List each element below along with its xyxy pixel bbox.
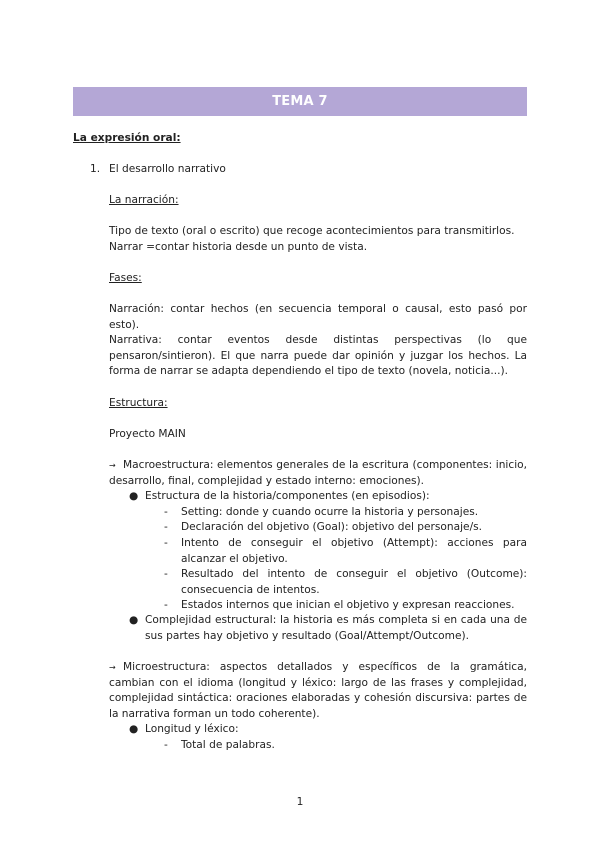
estructura-heading: Estructura: [109, 397, 168, 409]
fases-paragraph-2: Narrativa: contar eventos desde distintas perspectivas (lo que pensaron/sintieron). El que narra puede dar opinión y juzgar los hechos. La forma de narrar se adapta dependiendo el tipo de texto (novela, noticia...). [109, 334, 527, 377]
fases-heading: Fases: [109, 272, 142, 284]
sub-item: Resultado del intento de conseguir el objetivo (Outcome): consecuencia de intentos. [181, 568, 527, 596]
arrow-icon: → [109, 461, 116, 470]
list-number: 1. [90, 163, 101, 175]
dash-icon: - [164, 599, 168, 611]
dash-icon: - [164, 506, 168, 518]
sub-item: Intento de conseguir el objetivo (Attempt): acciones para alcanzar el objetivo. [181, 537, 527, 565]
arrow-icon: → [109, 663, 116, 672]
micro-paragraph: Microestructura: aspectos detallados y específicos de la gramática, cambian con el idioma (longitud y léxico: largo de las frases y complejidad, complejidad sintáctica: oraciones elaboradas y cohesión discursiva: partes de la narrativa forman un todo coherente). [109, 661, 527, 720]
micro-bullet-1: Longitud y léxico: [145, 723, 239, 735]
sub-item: Declaración del objetivo (Goal): objetivo del personaje/s. [181, 521, 483, 533]
bullet-icon: ● [129, 490, 139, 502]
sub-item: Setting: donde y cuando ocurre la historia y personajes. [181, 506, 479, 518]
bullet-icon: ● [129, 614, 139, 626]
narracion-heading: La narración: [109, 194, 179, 206]
dash-icon: - [164, 739, 168, 751]
sub-item: Estados internos que inician el objetivo y expresan reacciones. [181, 599, 515, 611]
section-heading: La expresión oral: [73, 132, 181, 144]
dash-icon: - [164, 521, 168, 533]
macro-bullet-1: Estructura de la historia/componentes (en episodios): [145, 490, 430, 502]
fases-paragraph-1: Narración: contar hechos (en secuencia temporal o causal, esto pasó por esto). [109, 303, 527, 331]
dash-icon: - [164, 537, 168, 549]
macro-paragraph: Macroestructura: elementos generales de la escritura (componentes: inicio, desarrollo, final, complejidad y estado interno: emociones). [109, 459, 527, 487]
title-banner: TEMA 7 [73, 87, 527, 116]
page-number: 1 [296, 796, 304, 808]
bullet-icon: ● [129, 723, 139, 735]
sub-item: Total de palabras. [181, 739, 275, 751]
list-item-title: El desarrollo narrativo [109, 163, 226, 175]
macro-bullet-2: Complejidad estructural: la historia es más completa si en cada una de sus partes hay objetivo y resultado (Goal/Attempt/Outcome). [145, 614, 527, 642]
proyecto-label: Proyecto MAIN [109, 428, 186, 440]
dash-icon: - [164, 568, 168, 580]
narracion-text: Tipo de texto (oral o escrito) que recoge acontecimientos para transmitirlos. Narrar =contar historia desde un punto de vista. [109, 225, 515, 253]
